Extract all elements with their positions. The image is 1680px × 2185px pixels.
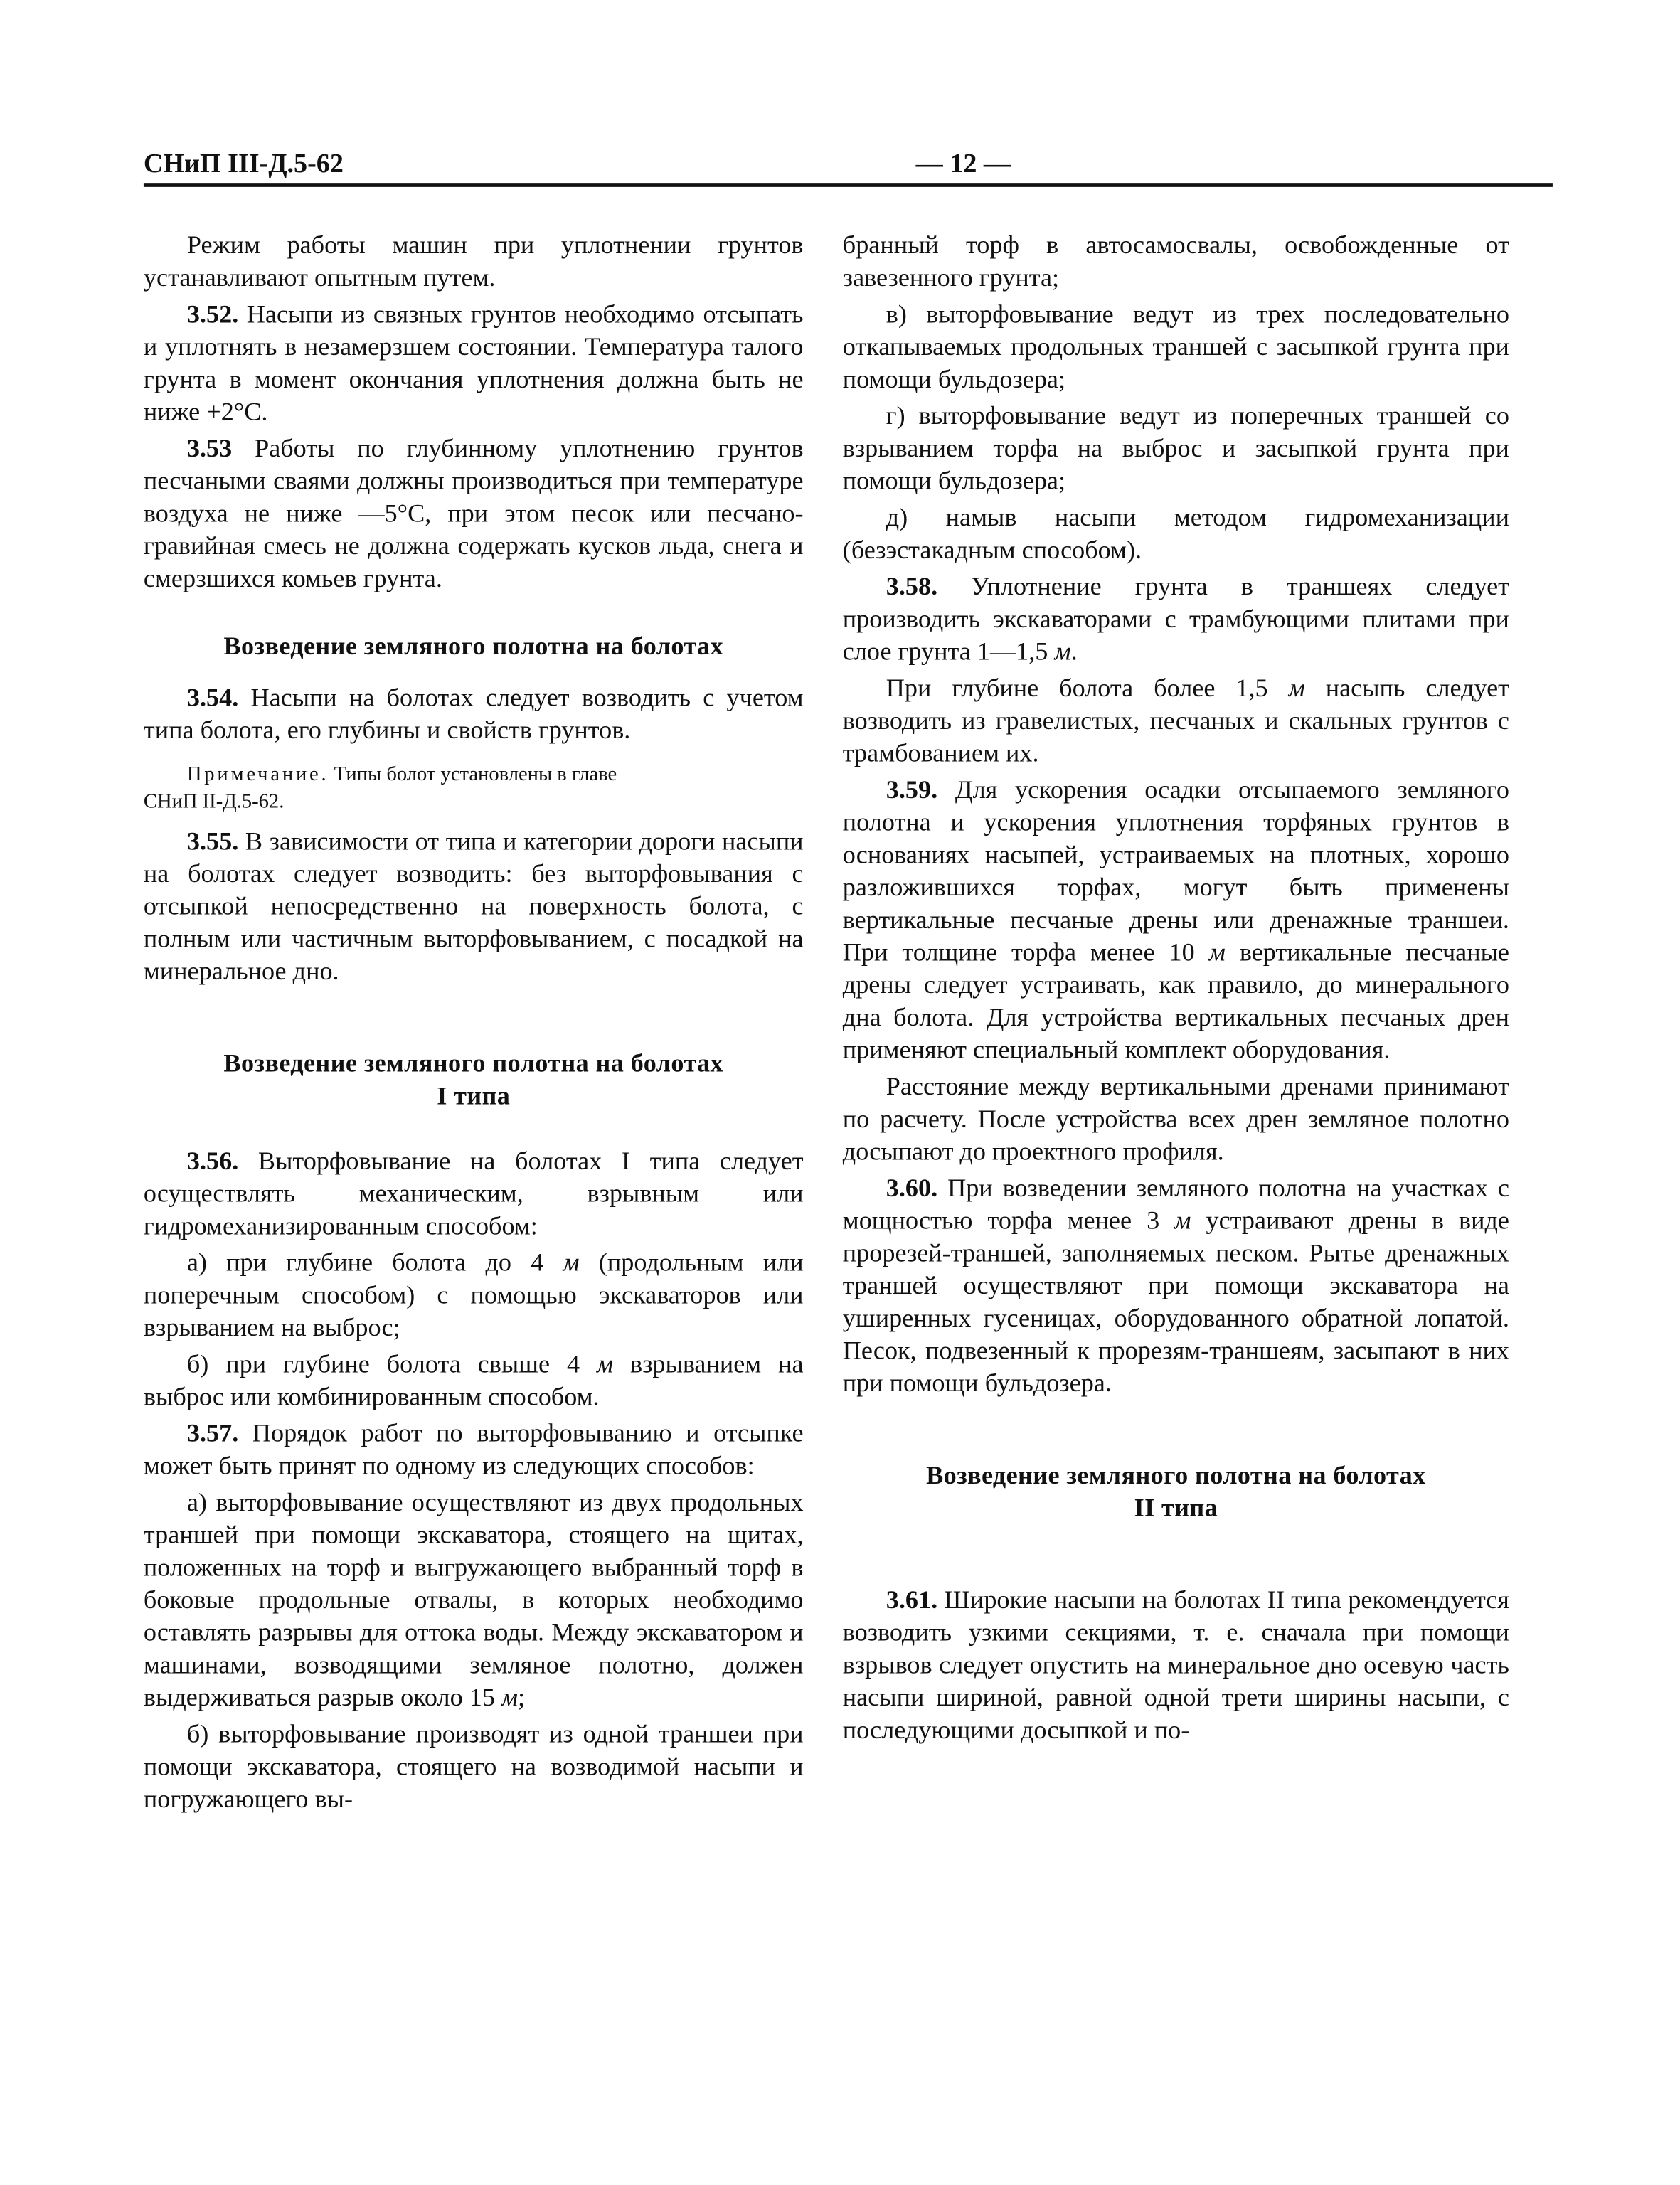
note-continuation: СНиП II-Д.5-62. <box>143 791 285 813</box>
paragraph-3-56-a: а) при глубине болота до 4 м (продольным или поперечным способом) с помощью экскаваторов или взрыванием на выброс; <box>143 1249 804 1343</box>
paragraph-3-59-spacing: Расстояние между вертикальными дренами принимают по расчету. После устройства всех дрен земляное полотно досыпают до проектного профиля. <box>842 1073 1509 1167</box>
paragraph-3-55: 3.55. В зависимости от типа и категории дороги насыпи на болотах следует возводить: без выторфовывания с отсыпкой непосредственно на поверхность болота, с полным или частичным выторфовыванием, с посадкой на минеральное дно. <box>143 827 804 987</box>
paragraph-3-57-g: г) выторфовывание ведут из поперечных траншей со взрыванием торфа на выброс и засыпкой грунта при помощи бульдозера; <box>842 402 1509 496</box>
paragraph-3-52: 3.52. Насыпи из связных грунтов необходимо отсыпать и уплотнять в незамерзшем состоянии. Температура талого грунта в момент окончания уплотнения должна быть не ниже +2°С. <box>143 300 804 427</box>
paragraph-3-56-b: б) при глубине болота свыше 4 м взрыванием на выброс или комбинированным способом. <box>143 1351 804 1412</box>
paragraph-3-57-d: д) намыв насыпи методом гидромеханизации (безэстакадным способом). <box>842 504 1509 565</box>
section-heading-type2-line1: Возведение земляного полотна на болотах <box>926 1462 1426 1491</box>
unit-meter: м <box>501 1684 519 1713</box>
paragraph-3-60: 3.60. При возведении земляного полотна на участках с мощностью торфа менее 3 м устраивают дрены в виде прорезей-траншей, заполняемых песком. Рытье дренажных траншей осуществляют при помощи экскаватора на уширенных гусеницах, оборудованного обратной лопатой. Песок, подвезенный к прорезям-траншеям, засыпают в них при помощи бульдозера. <box>842 1174 1509 1398</box>
section-heading-bogs: Возведение земляного полотна на болотах <box>223 632 723 661</box>
section-heading-type1-line1: Возведение земляного полотна на болотах <box>223 1050 723 1079</box>
paragraph-3-57-b-continued: бранный торф в автосамосвалы, освобожденные от завезенного грунта; <box>842 231 1509 293</box>
document-code: СНиП III-Д.5-62 <box>143 149 344 179</box>
section-heading-type2-line2: II типа <box>1134 1494 1218 1523</box>
unit-meter: м <box>1174 1207 1191 1236</box>
unit-meter: м <box>1288 674 1305 703</box>
paragraph-3-61: 3.61. Широкие насыпи на болотах II типа рекомендуется возводить узкими секциями, т. е. сначала при помощи взрывов следует опустить на минеральное дно осевую часть насыпи шириной, равной одной трети ширины насыпи, с последующими досыпкой и по- <box>842 1586 1509 1745</box>
note-text: Типы болот установлены в главе <box>334 764 617 786</box>
paragraph-3-57: 3.57. Порядок работ по выторфовыванию и отсыпке может быть принят по одному из следующих способов: <box>143 1420 804 1481</box>
section-heading-type1-line2: I типа <box>437 1082 511 1111</box>
left-column <box>144 230 804 1821</box>
paragraph-3-53: 3.53 Работы по глубинному уплотнению грунтов песчаными сваями должны производиться при температуре воздуха не ниже —5°С, при этом песок или песчано-гравийная смесь не должна содержать кусков льда, снега и смерзшихся комьев грунта. <box>143 435 804 594</box>
paragraph-intro: Режим работы машин при уплотнении грунтов устанавливают опытным путем. <box>143 231 804 293</box>
paragraph-3-56: 3.56. Выторфовывание на болотах I типа следует осуществлять механическим, взрывным или гидромеханизированным способом: <box>143 1147 804 1241</box>
paragraph-3-57-v: в) выторфовывание ведут из трех последовательно откапываемых продольных траншей с засыпкой грунта при помощи бульдозера; <box>842 300 1509 395</box>
unit-meter: м <box>563 1249 580 1278</box>
paragraph-3-58-depth: При глубине болота более 1,5 м насыпь следует возводить из гравелистых, песчаных и скальных грунтов с трамбованием их. <box>842 674 1510 769</box>
paragraph-3-57-a: а) выторфовывание осуществляют из двух продольных траншей при помощи экскаватора, стоящего на щитах, положенных на торф и выгружающего выбранный торф в боковые продольные отвалы, в которых необходимо оставлять разрывы для оттока воды. Между экскаватором и машинами, возводящими земляное полотно, должен выдерживаться разрыв около 15 м; <box>143 1489 804 1713</box>
page-number: — 12 — <box>915 149 1011 179</box>
paragraph-3-59: 3.59. Для ускорения осадки отсыпаемого земляного полотна и ускорения уплотнения торфяных грунтов в основаниях насыпей, устраиваемых на плотных, хорошо разложившихся торфах, могут быть применены вертикальные песчаные дрены или дренажные траншеи. При толщине торфа менее 10 м вертикальные песчаные дрены следует устраивать, как правило, до минерального дна болота. Для устройства вертикальных песчаных дрен применяют специальный комплект оборудования. <box>842 776 1509 1065</box>
paragraph-3-58: 3.58. Уплотнение грунта в траншеях следует производить экскаваторами с трамбующими плитами при слое грунта 1—1,5 м. <box>842 573 1509 667</box>
right-column <box>843 230 1509 1752</box>
unit-meter: м <box>1208 939 1226 968</box>
page-header <box>144 149 1553 185</box>
header-rule <box>144 183 1553 187</box>
paragraph-3-57-b: б) выторфовывание производят из одной траншеи при помощи экскаватора, стоящего на возводимой насыпи и погружающего вы- <box>143 1721 804 1814</box>
unit-meter: м <box>1054 638 1071 667</box>
paragraph-3-54: 3.54. Насыпи на болотах следует возводить с учетом типа болота, его глубины и свойств грунтов. <box>143 684 804 745</box>
note-label: Примечание. <box>186 764 329 786</box>
unit-meter: м <box>597 1351 614 1380</box>
note <box>144 761 804 815</box>
